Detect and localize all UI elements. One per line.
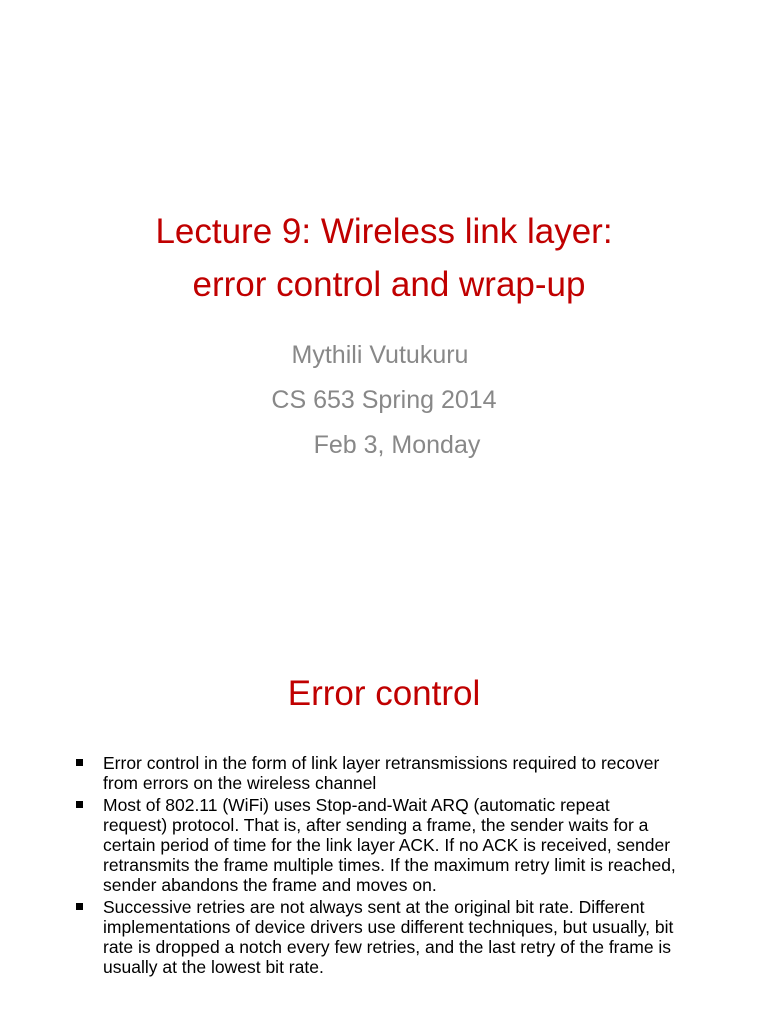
square-bullet-icon <box>76 801 83 808</box>
bullet-text: Most of 802.11 (WiFi) uses Stop-and-Wait ARQ (automatic repeat request) protocol. That is, after sending a frame, the sender waits for a certain period of time for the link layer ACK. If no ACK is received, sender retransmits the frame multiple times. If the maximum retry limit is reached, sender abandons the frame and moves on. <box>103 795 676 895</box>
lecture-title <box>0 205 768 311</box>
list-item <box>76 753 676 793</box>
lecture-date: Feb 3, Monday <box>313 431 481 459</box>
author-name: Mythili Vutukuru <box>291 341 469 369</box>
list-item <box>76 795 676 895</box>
bullet-list <box>76 753 676 979</box>
slide-title: Error control <box>287 674 481 713</box>
lecture-title-line-1: Lecture 9: Wireless link layer: <box>155 212 613 251</box>
lecture-subtitle <box>0 333 768 468</box>
square-bullet-icon <box>76 759 83 766</box>
content-slide <box>0 588 768 1024</box>
list-item <box>76 897 676 977</box>
course-name: CS 653 Spring 2014 <box>271 386 497 414</box>
square-bullet-icon <box>76 903 83 910</box>
lecture-title-line-2: error control and wrap-up <box>192 265 586 304</box>
bullet-text: Error control in the form of link layer retransmissions required to recover from errors on the wireless channel <box>103 753 660 793</box>
bullet-text: Successive retries are not always sent at the original bit rate. Different implementations of device drivers use different techniques, but usually, bit rate is dropped a notch every few retries, and the last retry of the frame is usually at the lowest bit rate. <box>103 897 674 977</box>
